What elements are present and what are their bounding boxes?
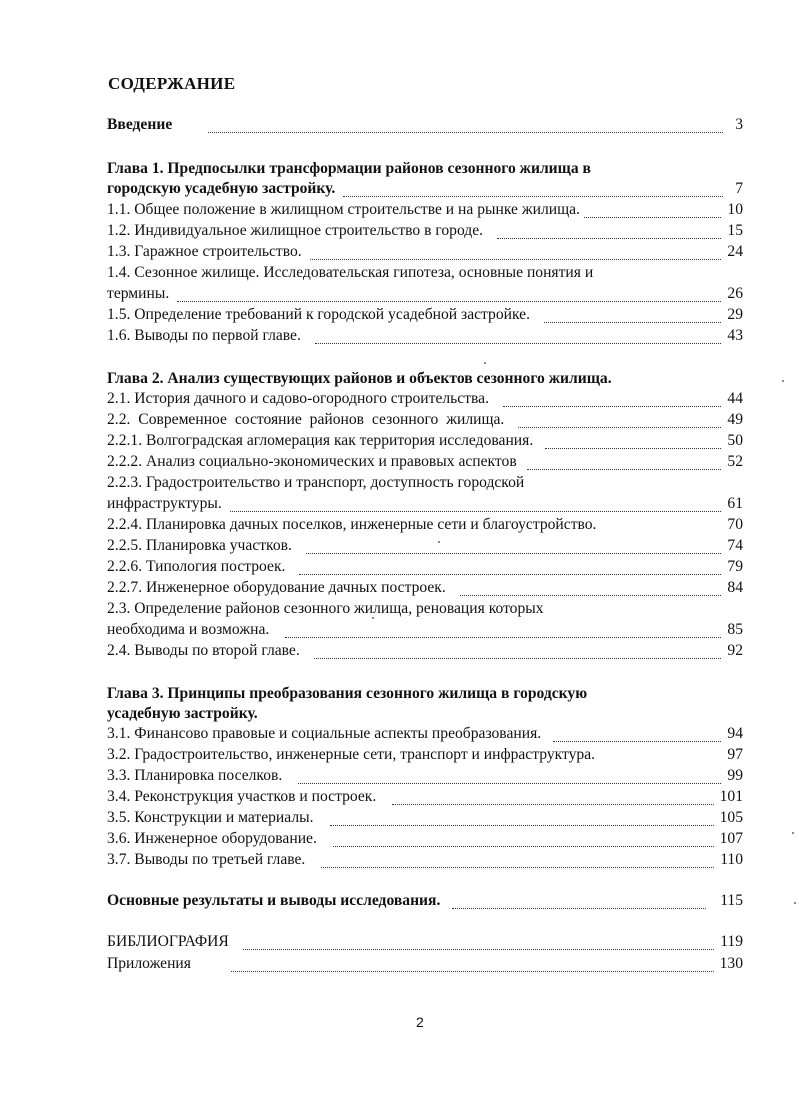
toc-entry-appendix: [107, 955, 743, 977]
toc-entry-label: 2.2.4. Планировка дачных поселков, инженерные сети и благоустройство.: [107, 516, 597, 533]
dot-leader: [545, 444, 721, 449]
toc-entry-1-4-line1: 1.4. Сезонное жилище. Исследовательская гипотеза, основные понятия и: [107, 264, 594, 281]
toc-entry-2-2-7: [107, 579, 743, 601]
toc-entry-page: 26: [727, 285, 743, 302]
toc-entry-label: 2.2.1. Волгоградская агломерация как территория исследования.: [107, 432, 534, 449]
toc-entry-1-2: [107, 222, 743, 244]
toc-entry-2-1: [107, 390, 743, 412]
toc-entry-page: 24: [727, 243, 743, 260]
toc-entry-label: инфраструктуры.: [107, 495, 222, 512]
toc-entry-page: 15: [727, 222, 743, 239]
toc-entry-3-6: [107, 830, 743, 852]
toc-entry-page: 10: [727, 201, 743, 218]
toc-entry-page: 92: [727, 642, 743, 659]
scan-speck: [782, 380, 784, 382]
toc-entry-page: 29: [727, 306, 743, 323]
toc-entry-label: 2.2.5. Планировка участков.: [107, 537, 292, 554]
toc-entry-label: 3.7. Выводы по третьей главе.: [107, 851, 306, 868]
toc-entry-label: Приложения: [107, 955, 191, 972]
toc-entry-label: 2.1. История дачного и садово-огородного строительства.: [107, 390, 489, 407]
dot-leader: [208, 128, 723, 133]
toc-entry-page: 105: [719, 809, 743, 826]
toc-entry-page: 43: [727, 327, 743, 344]
toc-entry-3-3: [107, 767, 743, 789]
toc-entry-label: 2.4. Выводы по второй главе.: [107, 642, 300, 659]
toc-entry-1-3: [107, 243, 743, 265]
scan-speck: [438, 541, 440, 543]
dot-leader: [452, 904, 706, 909]
scan-speck: [484, 362, 486, 364]
toc-entry-page: 70: [727, 516, 743, 533]
toc-entry-label: 1.6. Выводы по первой главе.: [107, 327, 301, 344]
dot-leader: [321, 863, 714, 868]
toc-entry-label: 1.2. Индивидуальное жилищное строительство в городе.: [107, 222, 484, 239]
scan-speck: [372, 617, 374, 619]
toc-entry-2-2-2: [107, 453, 743, 475]
dot-leader: [330, 821, 714, 826]
toc-entry-2-2-3: [107, 495, 743, 517]
dot-leader: [243, 945, 714, 950]
toc-entry-3-7: [107, 851, 743, 873]
toc-entry-label: городскую усадебную застройку.: [107, 180, 336, 197]
toc-entry-3-1: [107, 725, 743, 747]
toc-entry-ch1: [107, 180, 743, 202]
toc-entry-page: 44: [727, 390, 743, 407]
toc-entry-page: 61: [727, 495, 743, 512]
toc-entry-page: 84: [727, 579, 743, 596]
toc-entry-label: 2.2. Современное состояние районов сезонного жилища.: [107, 411, 505, 428]
toc-entry-page: 115: [720, 892, 743, 909]
toc-entry-3-4: [107, 788, 743, 810]
dot-leader: [177, 297, 721, 302]
toc-entry-label: необходима и возможна.: [107, 621, 270, 638]
toc-entry-2-2-3-line1: 2.2.3. Градостроительство и транспорт, доступность городской: [107, 474, 525, 491]
toc-entry-page: 119: [720, 933, 743, 950]
dot-leader: [392, 800, 713, 805]
dot-leader: [460, 591, 722, 596]
toc-entry-2-2-4: [107, 516, 743, 538]
toc-entry-page: 94: [727, 725, 743, 742]
toc-entry-page: 107: [719, 830, 743, 847]
dot-leader: [314, 654, 722, 659]
toc-entry-label: 3.1. Финансово правовые и социальные аспекты преобразования.: [107, 725, 542, 742]
toc-entry-1-5: [107, 306, 743, 328]
toc-entry-label: 3.6. Инженерное оборудование.: [107, 830, 317, 847]
toc-entry-page: 97: [727, 746, 743, 763]
dot-leader: [497, 234, 721, 239]
dot-leader: [310, 255, 722, 260]
toc-entry-2-2-1: [107, 432, 743, 454]
dot-leader: [299, 570, 721, 575]
toc-entry-page: 101: [719, 788, 743, 805]
page-number: 2: [416, 1014, 424, 1030]
toc-entry-3-2: [107, 746, 743, 768]
scan-speck: [792, 832, 794, 834]
toc-entry-label: термины.: [107, 285, 170, 302]
toc-title: СОДЕРЖАНИЕ: [108, 74, 236, 93]
toc-entry-2-3: [107, 621, 743, 643]
toc-entry-page: 52: [727, 453, 743, 470]
toc-entry-page: 7: [735, 180, 743, 197]
toc-entry-2-2-5: [107, 537, 743, 559]
toc-entry-1-1: [107, 201, 743, 223]
toc-entry-label: 2.2.2. Анализ социально-экономических и правовых аспектов: [107, 453, 517, 470]
toc-entry-page: 74: [727, 537, 743, 554]
toc-entry-bibliography: [107, 933, 743, 955]
chapter-3-heading-line2: усадебную застройку.: [107, 705, 258, 722]
toc-entry-intro: [107, 116, 743, 138]
toc-entry-page: 3: [735, 116, 743, 133]
toc-entry-page: 85: [727, 621, 743, 638]
toc-entry-2-2-6: [107, 558, 743, 580]
toc-entry-label: 3.4. Реконструкция участков и построек.: [107, 788, 377, 805]
dot-leader: [306, 549, 722, 554]
toc-entry-label: 2.2.6. Типология построек.: [107, 558, 286, 575]
chapter-3-heading: Глава 3. Принципы преобразования сезонного жилища в городскую: [107, 685, 588, 702]
toc-entry-page: 99: [727, 767, 743, 784]
dot-leader: [231, 967, 714, 972]
toc-entry-page: 50: [727, 432, 743, 449]
toc-entry-label: 1.3. Гаражное строительство.: [107, 243, 302, 260]
dot-leader: [298, 779, 721, 784]
dot-leader: [544, 318, 721, 323]
toc-entry-label: 1.1. Общее положение в жилищном строительстве и на рынке жилища.: [107, 201, 580, 218]
dot-leader: [518, 423, 721, 428]
toc-entry-label: 3.3. Планировка поселков.: [107, 767, 283, 784]
toc-entry-label: Основные результаты и выводы исследования.: [107, 892, 441, 909]
toc-entry-results: [107, 892, 743, 914]
dot-leader: [333, 842, 714, 847]
toc-entry-page: 79: [727, 558, 743, 575]
toc-entry-page: 49: [727, 411, 743, 428]
toc-entry-2-2: [107, 411, 743, 433]
dot-leader: [230, 507, 722, 512]
toc-entry-1-4: [107, 285, 743, 307]
dot-leader: [315, 339, 722, 344]
chapter-1-heading: Глава 1. Предпосылки трансформации районов сезонного жилища в: [107, 160, 591, 177]
toc-entry-label: 3.5. Конструкции и материалы.: [107, 809, 314, 826]
toc-entry-page: 130: [719, 955, 743, 972]
dot-leader: [584, 213, 721, 218]
toc-entry-1-6: [107, 327, 743, 349]
dot-leader: [343, 192, 723, 197]
toc-entry-label: Введение: [107, 116, 173, 133]
dot-leader: [527, 465, 722, 470]
toc-entry-2-4: [107, 642, 743, 664]
toc-entry-label: 1.5. Определение требований к городской усадебной застройке.: [107, 306, 531, 323]
dot-leader: [553, 737, 721, 742]
toc-entry-page: 110: [720, 851, 743, 868]
toc-entry-label: 2.2.7. Инженерное оборудование дачных построек.: [107, 579, 446, 596]
toc-entry-2-3-line1: 2.3. Определение районов сезонного жилища, реновация которых: [107, 600, 544, 617]
toc-entry-3-5: [107, 809, 743, 831]
dot-leader: [503, 402, 721, 407]
chapter-2-heading: Глава 2. Анализ существующих районов и объектов сезонного жилища.: [107, 370, 612, 387]
toc-entry-label: 3.2. Градостроительство, инженерные сети, транспорт и инфраструктура.: [107, 746, 596, 763]
scan-speck: [794, 902, 796, 904]
dot-leader: [285, 633, 721, 638]
toc-entry-label: БИБЛИОГРАФИЯ: [107, 933, 229, 950]
